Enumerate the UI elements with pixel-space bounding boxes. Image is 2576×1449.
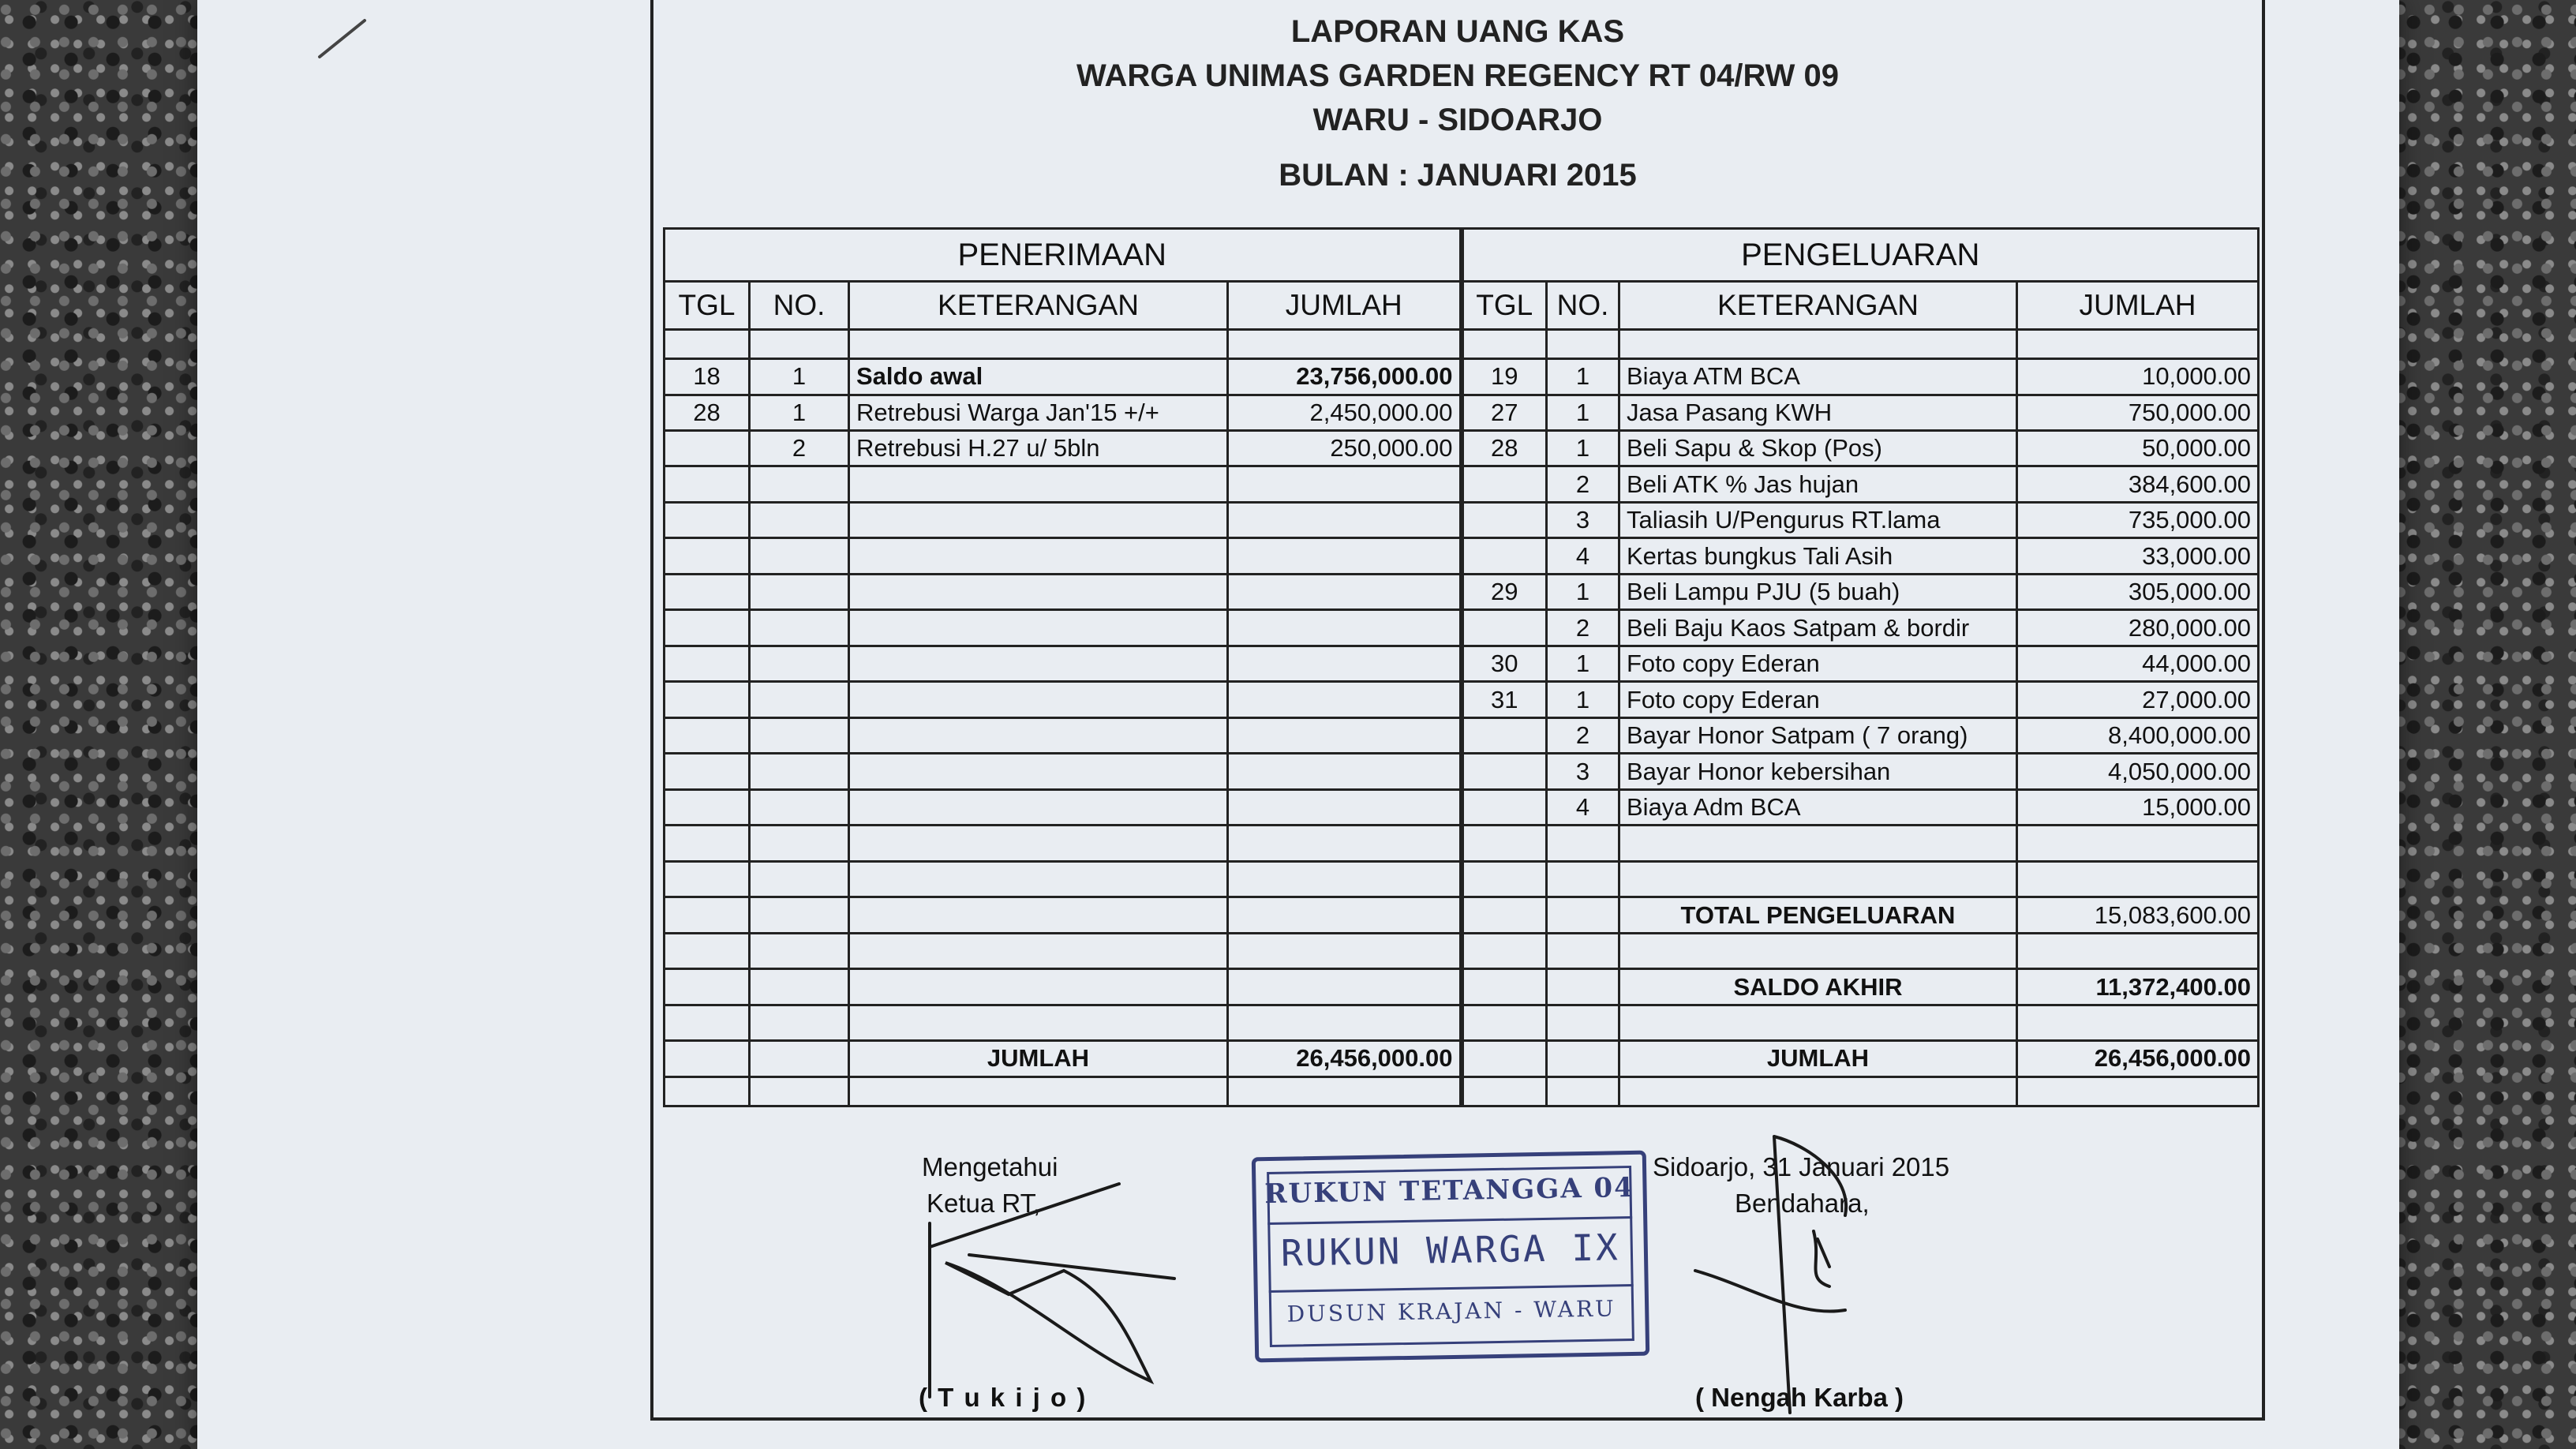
table-row [665, 826, 2259, 861]
total-expense-value: 15,083,600.00 [2017, 897, 2259, 933]
income-amount: 23,756,000.00 [1228, 359, 1462, 395]
empty-cell [1228, 646, 1462, 681]
expense-amount: 27,000.00 [2017, 682, 2259, 717]
empty-cell [665, 717, 750, 753]
expense-desc-header: KETERANGAN [1619, 282, 2017, 330]
income-date: 28 [665, 395, 750, 430]
expense-amount: 15,000.00 [2017, 789, 2259, 825]
empty-cell [1228, 538, 1462, 574]
report-period: BULAN : JANUARI 2015 [1279, 158, 1637, 193]
expense-desc: Biaya Adm BCA [1619, 789, 2017, 825]
pen-mark [316, 16, 371, 63]
empty-cell [1547, 826, 1619, 861]
expense-desc: Kertas bungkus Tali Asih [1619, 538, 2017, 574]
empty-cell [1228, 1076, 1462, 1106]
income-desc: Retrebusi H.27 u/ 5bln [849, 431, 1228, 466]
table-row [665, 466, 2259, 502]
table-row [665, 861, 2259, 897]
empty-cell [2017, 933, 2259, 968]
empty-cell [750, 826, 849, 861]
expense-amount: 735,000.00 [2017, 502, 2259, 537]
empty-cell [849, 538, 1228, 574]
table-row [665, 682, 2259, 717]
empty-cell [849, 574, 1228, 609]
empty-cell [665, 969, 750, 1005]
table-row [665, 1005, 2259, 1040]
table-row [665, 897, 2259, 933]
stamp-line-rt: RUKUN TETANGGA 04 [1264, 1171, 1635, 1211]
expense-amount: 4,050,000.00 [2017, 754, 2259, 789]
final-balance-label: SALDO AKHIR [1619, 969, 2017, 1005]
expense-no: 1 [1547, 574, 1619, 609]
empty-cell [750, 969, 849, 1005]
empty-cell [750, 861, 849, 897]
empty-cell [849, 646, 1228, 681]
stamp-line-rw: RUKUN WARGA IX [1280, 1226, 1621, 1275]
empty-cell [1228, 610, 1462, 646]
empty-cell [665, 861, 750, 897]
empty-cell [849, 1076, 1228, 1106]
empty-cell [665, 789, 750, 825]
expense-date [1462, 538, 1547, 574]
empty-cell [665, 502, 750, 537]
empty-cell [750, 538, 849, 574]
table-row [665, 431, 2259, 466]
empty-cell [2017, 826, 2259, 861]
empty-cell [750, 789, 849, 825]
empty-cell [1228, 789, 1462, 825]
empty-cell [849, 826, 1228, 861]
expense-section-header: PENGELUARAN [1462, 229, 2259, 282]
empty-cell [1619, 1076, 2017, 1106]
income-sum-label: JUMLAH [849, 1041, 1228, 1076]
expense-desc: Jasa Pasang KWH [1619, 395, 2017, 430]
expense-no: 4 [1547, 789, 1619, 825]
expense-amount: 44,000.00 [2017, 646, 2259, 681]
empty-cell [1228, 754, 1462, 789]
empty-cell [849, 754, 1228, 789]
expense-desc: Foto copy Ederan [1619, 682, 2017, 717]
expense-no: 2 [1547, 717, 1619, 753]
empty-cell [750, 1076, 849, 1106]
signature-footer [653, 1113, 2262, 1421]
expense-no: 1 [1547, 359, 1619, 395]
expense-amount: 33,000.00 [2017, 538, 2259, 574]
table-row [665, 330, 2259, 359]
empty-cell [849, 330, 1228, 359]
expense-desc: Beli ATK % Jas hujan [1619, 466, 2017, 502]
rt-head-name: ( T u k i j o ) [919, 1383, 1088, 1412]
table-row [665, 717, 2259, 753]
expense-date [1462, 502, 1547, 537]
empty-cell [1228, 330, 1462, 359]
expense-amount: 10,000.00 [2017, 359, 2259, 395]
empty-cell [665, 538, 750, 574]
empty-cell [1619, 330, 2017, 359]
empty-cell [1228, 502, 1462, 537]
empty-cell [1547, 330, 1619, 359]
table-row [665, 646, 2259, 681]
empty-cell [849, 717, 1228, 753]
expense-date-header: TGL [1462, 282, 1547, 330]
empty-cell [665, 1005, 750, 1040]
empty-cell [849, 969, 1228, 1005]
expense-desc: Taliasih U/Pengurus RT.lama [1619, 502, 2017, 537]
table-row [665, 538, 2259, 574]
empty-cell [1619, 933, 2017, 968]
expense-no: 2 [1547, 466, 1619, 502]
expense-date: 29 [1462, 574, 1547, 609]
expense-date: 27 [1462, 395, 1547, 430]
empty-cell [1462, 1076, 1547, 1106]
empty-cell [750, 330, 849, 359]
empty-cell [849, 1005, 1228, 1040]
table-row [665, 969, 2259, 1005]
empty-cell [750, 646, 849, 681]
empty-cell [2017, 861, 2259, 897]
empty-cell [1462, 330, 1547, 359]
expense-date [1462, 466, 1547, 502]
income-amount: 2,450,000.00 [1228, 395, 1462, 430]
empty-cell [750, 466, 849, 502]
empty-cell [750, 1005, 849, 1040]
empty-cell [1462, 861, 1547, 897]
income-desc: Saldo awal [849, 359, 1228, 395]
empty-cell [750, 717, 849, 753]
table-row [665, 359, 2259, 395]
empty-cell [1619, 1005, 2017, 1040]
table-row [665, 1041, 2259, 1076]
rt-head-signature [922, 1176, 1253, 1405]
document-paper [197, 0, 2399, 1449]
empty-cell [849, 466, 1228, 502]
empty-cell [665, 330, 750, 359]
income-desc-header: KETERANGAN [849, 282, 1228, 330]
empty-cell [849, 610, 1228, 646]
income-no: 1 [750, 359, 849, 395]
empty-cell [665, 1076, 750, 1106]
empty-cell [1547, 1005, 1619, 1040]
empty-cell [1228, 969, 1462, 1005]
income-desc: Retrebusi Warga Jan'15 +/+ [849, 395, 1228, 430]
empty-cell [849, 933, 1228, 968]
income-amount-header: JUMLAH [1228, 282, 1462, 330]
expense-desc: Bayar Honor Satpam ( 7 orang) [1619, 717, 2017, 753]
table-row [665, 502, 2259, 537]
expense-desc: Beli Baju Kaos Satpam & bordir [1619, 610, 2017, 646]
empty-cell [849, 861, 1228, 897]
rt-rw-official-stamp [1252, 1151, 1649, 1363]
empty-cell [1228, 717, 1462, 753]
empty-cell [1228, 682, 1462, 717]
report-location: WARU - SIDOARJO [1312, 103, 1603, 137]
treasurer-signature [1679, 1129, 2011, 1421]
empty-cell [1547, 1041, 1619, 1076]
empty-cell [1619, 826, 2017, 861]
expense-no: 1 [1547, 431, 1619, 466]
table-row [665, 754, 2259, 789]
empty-cell [1228, 933, 1462, 968]
stamp-line-dusun: DUSUN KRAJAN - WARU [1286, 1295, 1616, 1327]
expense-date [1462, 610, 1547, 646]
table-row [665, 395, 2259, 430]
income-no-header: NO. [750, 282, 849, 330]
empty-cell [1547, 861, 1619, 897]
expense-date [1462, 717, 1547, 753]
cash-ledger-table [663, 227, 2260, 1107]
income-date: 18 [665, 359, 750, 395]
table-row [665, 574, 2259, 609]
empty-cell [1462, 1005, 1547, 1040]
empty-cell [665, 897, 750, 933]
income-date [665, 431, 750, 466]
empty-cell [1547, 897, 1619, 933]
empty-cell [665, 610, 750, 646]
empty-cell [849, 682, 1228, 717]
expense-no: 3 [1547, 754, 1619, 789]
empty-cell [750, 933, 849, 968]
empty-cell [1462, 897, 1547, 933]
report-frame [650, 0, 2265, 1421]
empty-cell [665, 754, 750, 789]
empty-cell [1228, 466, 1462, 502]
empty-cell [665, 646, 750, 681]
expense-date: 28 [1462, 431, 1547, 466]
expense-amount: 280,000.00 [2017, 610, 2259, 646]
rt-head-label: Ketua RT, [927, 1189, 1041, 1218]
report-date-place: Sidoarjo, 31 Januari 2015 [1653, 1152, 1950, 1181]
empty-cell [665, 826, 750, 861]
empty-cell [665, 466, 750, 502]
empty-cell [750, 1041, 849, 1076]
empty-cell [750, 502, 849, 537]
expense-no: 1 [1547, 682, 1619, 717]
empty-cell [1547, 969, 1619, 1005]
expense-no: 3 [1547, 502, 1619, 537]
expense-amount: 750,000.00 [2017, 395, 2259, 430]
empty-cell [1228, 826, 1462, 861]
empty-cell [750, 682, 849, 717]
expense-desc: Biaya ATM BCA [1619, 359, 2017, 395]
empty-cell [849, 502, 1228, 537]
empty-cell [1228, 574, 1462, 609]
expense-amount: 50,000.00 [2017, 431, 2259, 466]
empty-cell [1228, 1005, 1462, 1040]
empty-cell [1547, 1076, 1619, 1106]
treasurer-label: Bendahara, [1735, 1189, 1870, 1218]
income-no: 2 [750, 431, 849, 466]
total-expense-label: TOTAL PENGELUARAN [1619, 897, 2017, 933]
table-row [665, 1076, 2259, 1106]
empty-cell [2017, 1005, 2259, 1040]
expense-date: 30 [1462, 646, 1547, 681]
table-row [665, 789, 2259, 825]
empty-cell [750, 897, 849, 933]
empty-cell [1462, 933, 1547, 968]
empty-cell [1462, 826, 1547, 861]
expense-amount: 384,600.00 [2017, 466, 2259, 502]
empty-cell [665, 574, 750, 609]
expense-desc: Foto copy Ederan [1619, 646, 2017, 681]
income-sum-value: 26,456,000.00 [1228, 1041, 1462, 1076]
empty-cell [1462, 1041, 1547, 1076]
empty-cell [849, 789, 1228, 825]
empty-cell [849, 897, 1228, 933]
empty-cell [2017, 330, 2259, 359]
expense-no: 1 [1547, 395, 1619, 430]
empty-cell [665, 1041, 750, 1076]
expense-sum-value: 26,456,000.00 [2017, 1041, 2259, 1076]
expense-no: 2 [1547, 610, 1619, 646]
income-amount: 250,000.00 [1228, 431, 1462, 466]
empty-cell [1619, 861, 2017, 897]
expense-desc: Beli Sapu & Skop (Pos) [1619, 431, 2017, 466]
expense-date: 19 [1462, 359, 1547, 395]
empty-cell [1228, 897, 1462, 933]
expense-date [1462, 789, 1547, 825]
expense-date: 31 [1462, 682, 1547, 717]
empty-cell [1547, 933, 1619, 968]
income-no: 1 [750, 395, 849, 430]
expense-amount: 8,400,000.00 [2017, 717, 2259, 753]
empty-cell [750, 610, 849, 646]
empty-cell [665, 933, 750, 968]
expense-no-header: NO. [1547, 282, 1619, 330]
report-title: LAPORAN UANG KAS [1290, 14, 1625, 49]
empty-cell [1462, 969, 1547, 1005]
final-balance-value: 11,372,400.00 [2017, 969, 2259, 1005]
expense-amount-header: JUMLAH [2017, 282, 2259, 330]
expense-desc: Beli Lampu PJU (5 buah) [1619, 574, 2017, 609]
report-organization: WARGA UNIMAS GARDEN REGENCY RT 04/RW 09 [1076, 58, 1840, 93]
expense-sum-label: JUMLAH [1619, 1041, 2017, 1076]
expense-no: 1 [1547, 646, 1619, 681]
empty-cell [665, 682, 750, 717]
report-header [653, 0, 2262, 229]
income-date-header: TGL [665, 282, 750, 330]
treasurer-name: ( Nengah Karba ) [1695, 1383, 1904, 1412]
empty-cell [2017, 1076, 2259, 1106]
acknowledge-label: Mengetahui [922, 1152, 1058, 1181]
expense-no: 4 [1547, 538, 1619, 574]
table-row [665, 610, 2259, 646]
expense-desc: Bayar Honor kebersihan [1619, 754, 2017, 789]
empty-cell [750, 754, 849, 789]
expense-date [1462, 754, 1547, 789]
empty-cell [1228, 861, 1462, 897]
income-section-header: PENERIMAAN [665, 229, 1462, 282]
empty-cell [750, 574, 849, 609]
expense-amount: 305,000.00 [2017, 574, 2259, 609]
table-row [665, 933, 2259, 968]
